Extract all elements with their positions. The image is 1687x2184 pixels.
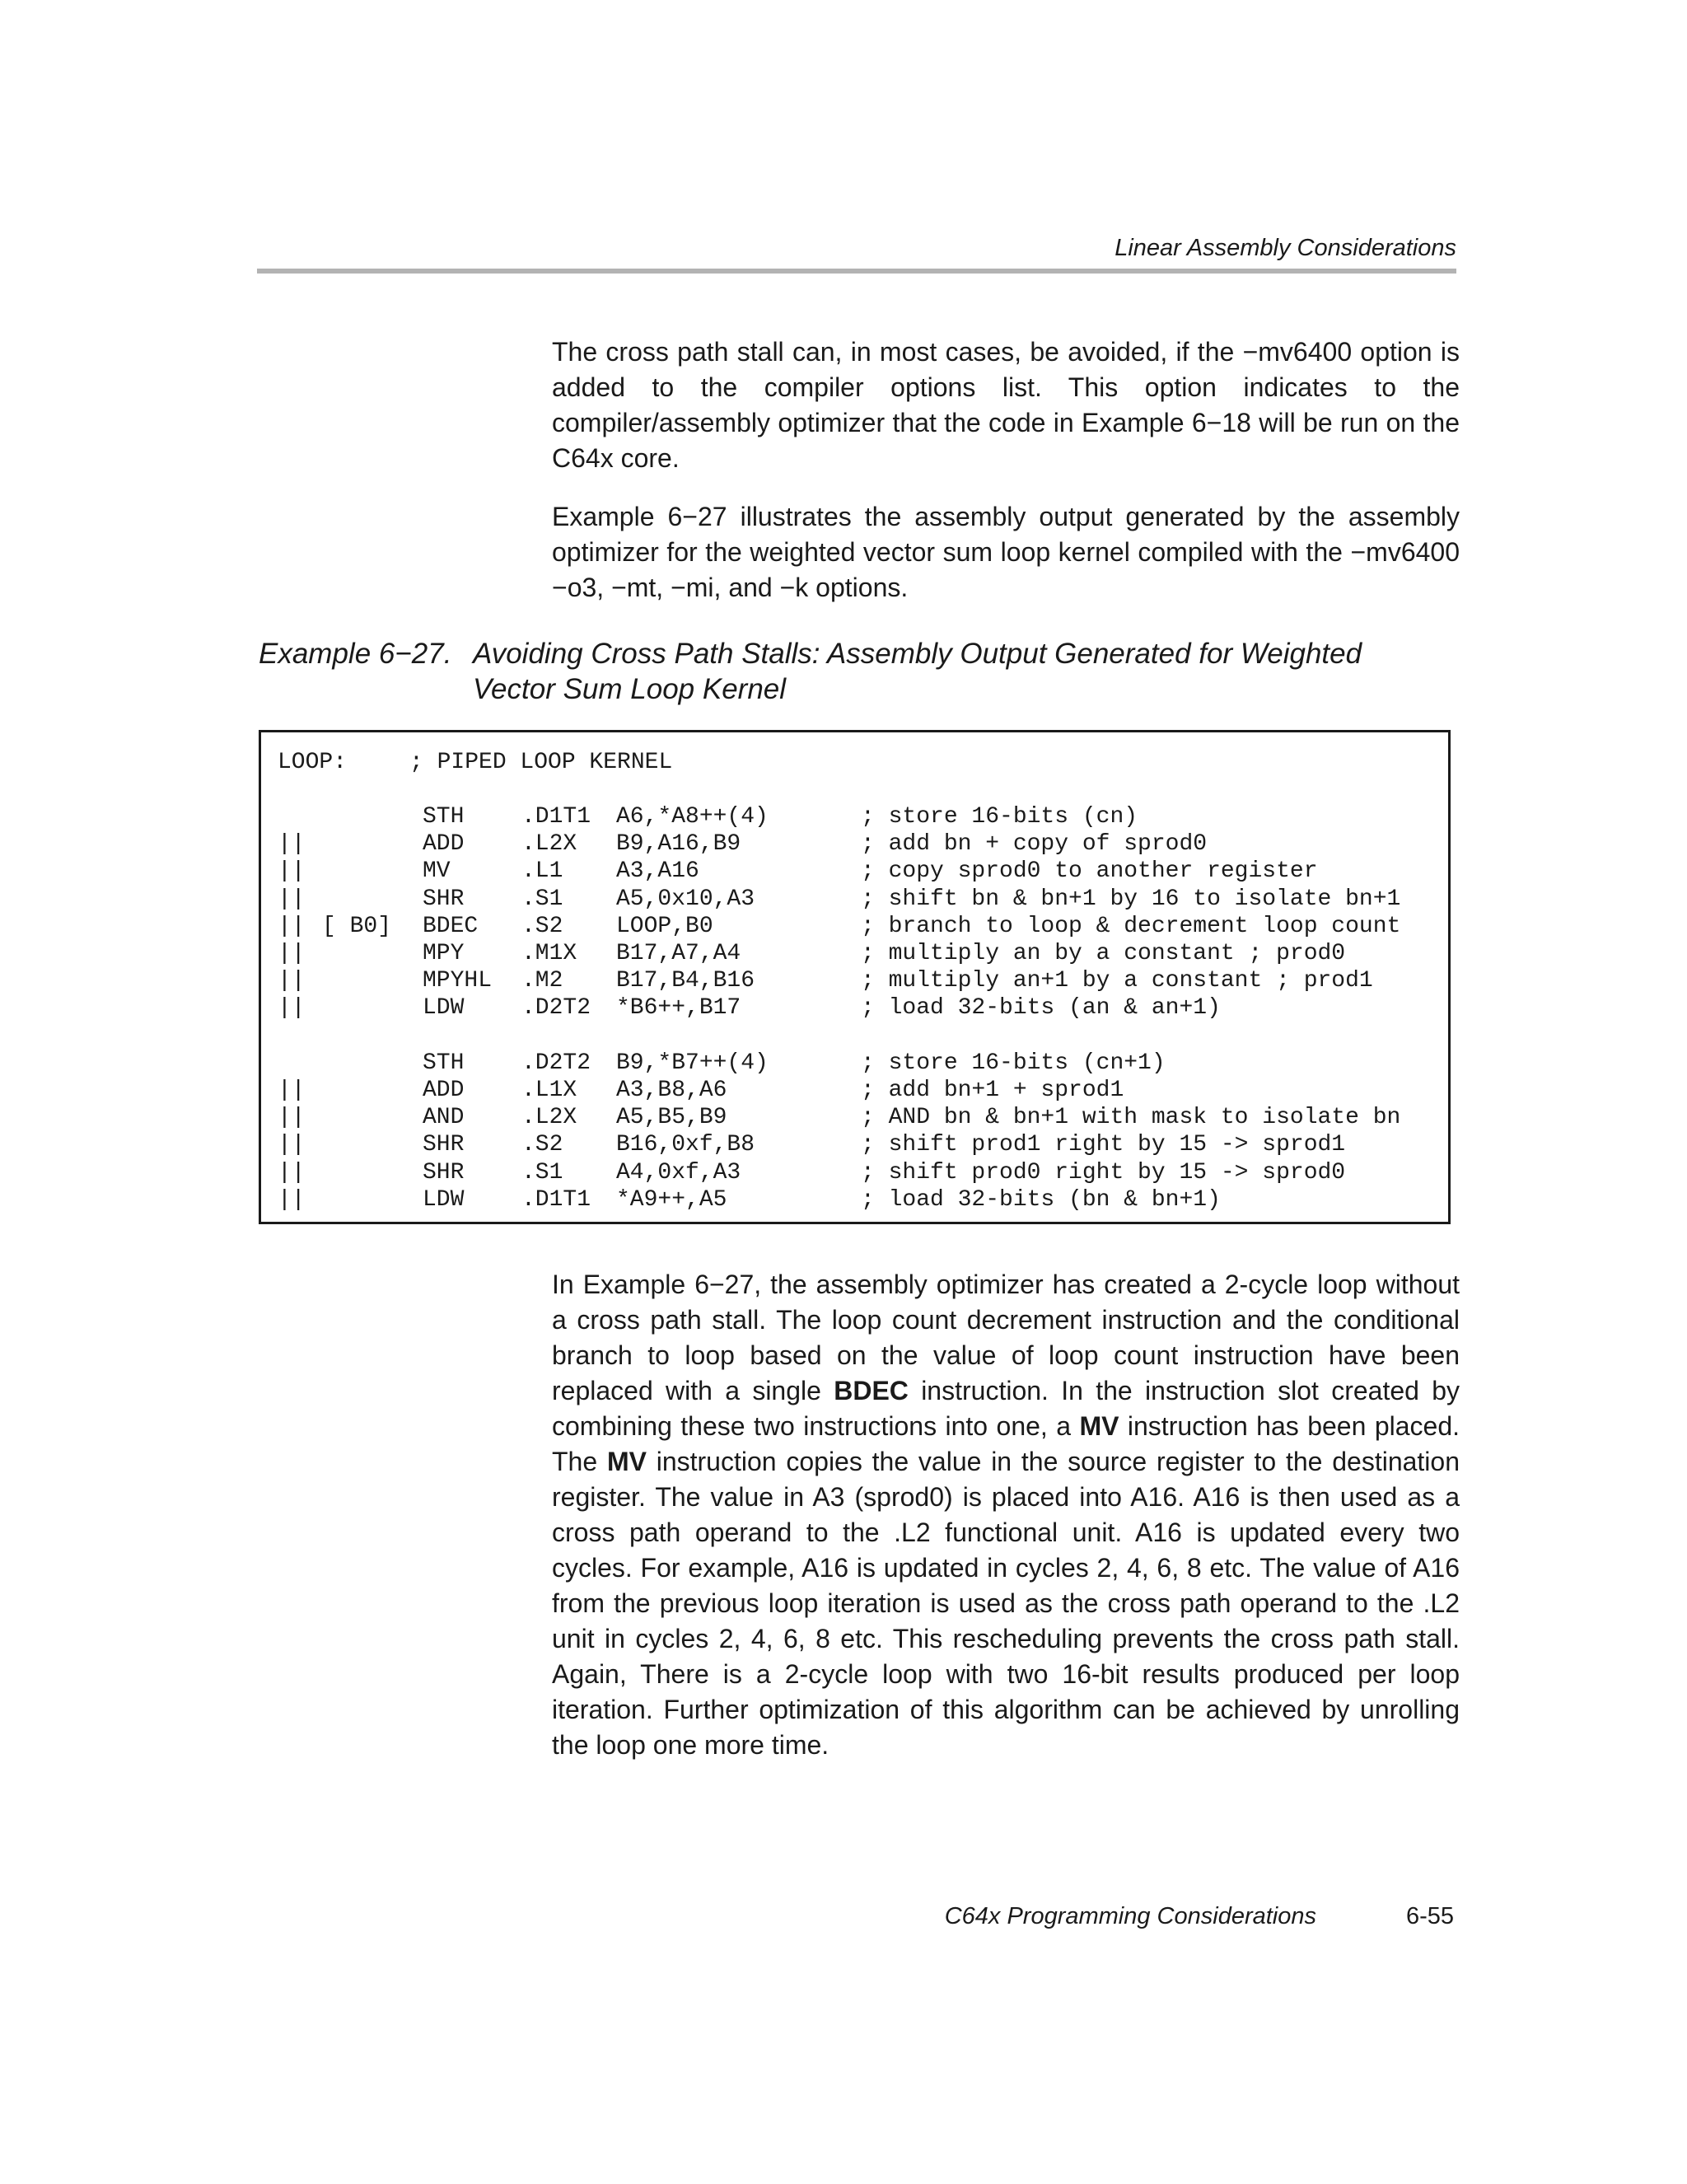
paragraph-cross-path-stall: The cross path stall can, in most cases, be avoided, if the −mv6400 option is added to the compiler options list. This option indicates to the compiler/assembly optimizer that the code in Example 6−18 will be run on the C64x core. — [552, 337, 1460, 473]
code-args: A5,B5,B9 — [616, 1105, 727, 1131]
code-unit: .D1T1 — [521, 804, 591, 830]
example-title-line2: Vector Sum Loop Kernel — [473, 673, 787, 705]
running-header: Linear Assembly Considerations — [1115, 235, 1456, 261]
code-args: B9,*B7++(4) — [616, 1050, 769, 1076]
explanation-text: instruction copies the value in the source register to the destination register. The value in A3 (sprod0) is placed into A16. A16 is then used as a cross path operand to the .L2 functional unit. A16 is updated every two cycles. For example, A16 is updated in cycles 2, 4, 6, 8 etc. The value of A16 from the previous loop iteration is used as the cross path operand to the .L2 unit in cycles 2, 4, 6, 8 etc. This rescheduling prevents the cross path stall. Again, There is a 2-cycle loop with two 16-bit results produced per loop iteration. Further optimization of this algorithm can be achieved by unrolling the loop one more time. — [552, 1447, 1460, 1760]
paragraph-example-intro: Example 6−27 illustrates the assembly output generated by the assembly optimizer for the weighted vector sum loop kernel compiled with the −mv6400 −o3, −mt, −mi, and −k options. — [552, 502, 1460, 602]
code-args: B16,0xf,B8 — [616, 1132, 755, 1158]
code-comment: ; load 32-bits (bn & bn+1) — [861, 1186, 1221, 1213]
code-bar: || — [278, 941, 306, 966]
code-args: B17,B4,B16 — [616, 968, 755, 994]
code-bar: || — [278, 1078, 306, 1103]
example-title-line1: Avoiding Cross Path Stalls: Assembly Output Generated for Weighted — [473, 638, 1362, 670]
explanation-text: instruction has been placed. The — [552, 1411, 1460, 1476]
header-rule — [257, 269, 1456, 274]
code-unit: .M1X — [521, 941, 577, 966]
code-args: A4,0xf,A3 — [616, 1159, 741, 1186]
code-op: BDEC — [423, 913, 479, 939]
code-op: SHR — [423, 886, 465, 912]
code-unit: .L1X — [521, 1078, 577, 1103]
code-op: LDW — [423, 1186, 465, 1213]
code-bar: || — [278, 1105, 306, 1131]
code-unit: .S1 — [521, 886, 563, 912]
code-op: STH — [423, 804, 465, 830]
example-number: Example 6−27. — [259, 638, 452, 670]
code-args: B9,A16,B9 — [616, 831, 741, 858]
code-comment: ; store 16-bits (cn) — [861, 804, 1138, 830]
example-caption — [259, 636, 1461, 707]
code-loop-label-comment: ; PIPED LOOP KERNEL — [409, 750, 673, 775]
code-args: *A9++,A5 — [616, 1186, 727, 1213]
code-bar: || — [278, 1132, 306, 1158]
code-comment: ; load 32-bits (an & an+1) — [861, 995, 1221, 1022]
code-op: ADD — [423, 831, 465, 858]
code-bar: || — [278, 858, 306, 885]
mv-keyword: MV — [606, 1447, 647, 1476]
code-unit: .S2 — [521, 1132, 563, 1158]
code-op: SHR — [423, 1132, 465, 1158]
code-unit: .D2T2 — [521, 995, 591, 1022]
code-listing — [259, 730, 1451, 1224]
bdec-keyword: BDEC — [834, 1376, 909, 1405]
code-args: *B6++,B17 — [616, 995, 741, 1022]
code-unit: .M2 — [521, 968, 563, 994]
code-unit: .S2 — [521, 913, 563, 939]
code-unit: .S1 — [521, 1159, 563, 1186]
code-op: MPYHL — [423, 968, 493, 994]
code-bar: || — [278, 968, 306, 994]
code-comment: ; store 16-bits (cn+1) — [861, 1050, 1166, 1076]
paragraph-explanation — [552, 1267, 1460, 1763]
code-unit: .L2X — [521, 1105, 577, 1131]
code-op: MPY — [423, 941, 465, 966]
page-number: 6-55 — [1405, 1903, 1454, 1929]
code-op: SHR — [423, 1159, 465, 1186]
code-args: A6,*A8++(4) — [616, 804, 769, 830]
code-bar: || — [278, 831, 306, 858]
code-args: A5,0x10,A3 — [616, 886, 755, 912]
code-args: LOOP,B0 — [616, 913, 713, 939]
code-op: AND — [423, 1105, 465, 1131]
code-comment: ; branch to loop & decrement loop count — [861, 913, 1401, 939]
code-bar: || — [278, 913, 306, 939]
code-bar: || — [278, 886, 306, 912]
code-bar: || — [278, 1159, 306, 1186]
code-bar: || — [278, 995, 306, 1022]
code-comment: ; multiply an+1 by a constant ; prod1 — [861, 968, 1373, 994]
mv-keyword: MV — [1079, 1411, 1119, 1441]
code-comment: ; shift bn & bn+1 by 16 to isolate bn+1 — [861, 886, 1401, 912]
code-op: LDW — [423, 995, 465, 1022]
code-op: MV — [423, 858, 451, 885]
explanation-text: instruction. In the instruction slot created by combining these two instructions into one, a — [552, 1376, 1460, 1441]
code-unit: .L1 — [521, 858, 563, 885]
code-comment: ; add bn + copy of sprod0 — [861, 831, 1208, 858]
code-comment: ; shift prod1 right by 15 -> sprod1 — [861, 1132, 1346, 1158]
code-unit: .D2T2 — [521, 1050, 591, 1076]
explanation-text: In Example 6−27, the assembly optimizer has created a 2-cycle loop without a cross path stall. The loop count decrement instruction and the conditional branch to loop based on the value of loop count instruction have been replaced with a single — [552, 1270, 1460, 1405]
code-args: A3,A16 — [616, 858, 699, 885]
code-comment: ; add bn+1 + sprod1 — [861, 1078, 1124, 1103]
code-comment: ; multiply an by a constant ; prod0 — [861, 941, 1346, 966]
code-unit: .D1T1 — [521, 1186, 591, 1213]
code-comment: ; copy sprod0 to another register — [861, 858, 1318, 885]
code-bar: || — [278, 1186, 306, 1213]
code-comment: ; AND bn & bn+1 with mask to isolate bn — [861, 1105, 1401, 1131]
code-args: A3,B8,A6 — [616, 1078, 727, 1103]
code-loop-label: LOOP: — [278, 750, 348, 775]
footer-title: C64x Programming Considerations — [944, 1903, 1316, 1929]
code-args: B17,A7,A4 — [616, 941, 741, 966]
code-comment: ; shift prod0 right by 15 -> sprod0 — [861, 1159, 1346, 1186]
code-pred: [ B0] — [322, 913, 392, 939]
code-op: ADD — [423, 1078, 465, 1103]
code-unit: .L2X — [521, 831, 577, 858]
code-op: STH — [423, 1050, 465, 1076]
